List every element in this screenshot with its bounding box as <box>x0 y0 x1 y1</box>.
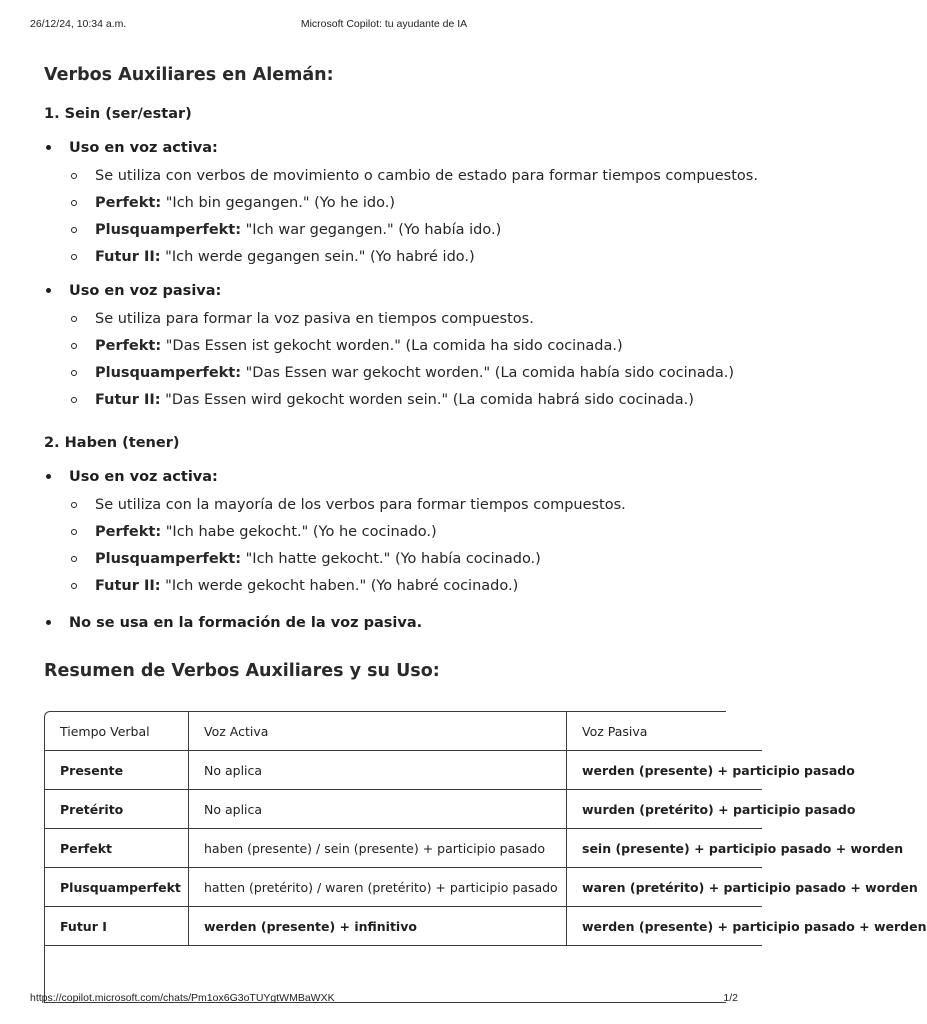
list-item <box>44 466 744 600</box>
table-header-cell: Voz Pasiva <box>567 712 763 751</box>
sein-passive-label: Uso en voz pasiva: <box>69 283 222 299</box>
table-cell-passive: sein (presente) + participio pasado + worden <box>567 829 763 868</box>
list-item <box>44 280 744 414</box>
table-cell-passive: werden (presente) + participio pasado <box>567 751 763 790</box>
table-cell-active: No aplica <box>189 790 567 829</box>
table-cell-tense: Pretérito <box>45 790 189 829</box>
list-item: Plusquamperfekt: "Ich hatte gekocht." (Yo había cocinado.) <box>69 546 744 573</box>
table-row <box>45 907 762 946</box>
print-datetime: 26/12/24, 10:34 a.m. <box>30 18 127 30</box>
table-cell-tense: Presente <box>45 751 189 790</box>
haben-passive-note: No se usa en la formación de la voz pasiva. <box>69 615 423 631</box>
list-item: Perfekt: "Das Essen ist gekocht worden." (La comida ha sido cocinada.) <box>69 333 744 360</box>
table-cell-tense: Perfekt <box>45 829 189 868</box>
table-header-row <box>45 712 762 751</box>
print-page-title: Microsoft Copilot: tu ayudante de IA <box>300 18 468 30</box>
table-cell-active: hatten (pretérito) / waren (pretérito) + participio pasado <box>189 868 567 907</box>
print-url: https://copilot.microsoft.com/chats/Pm1ox6G3oTUYgtWMBaWXK <box>30 992 335 1004</box>
table-header-cell: Tiempo Verbal <box>45 712 189 751</box>
list-item: Se utiliza con la mayoría de los verbos para formar tiempos compuestos. <box>69 492 744 519</box>
list-item: Plusquamperfekt: "Ich war gegangen." (Yo había ido.) <box>69 217 744 244</box>
table-header-cell: Voz Activa <box>189 712 567 751</box>
sein-usage-list <box>44 137 758 414</box>
sein-active-label: Uso en voz activa: <box>69 140 218 156</box>
summary-heading: Resumen de Verbos Auxiliares y su Uso: <box>44 661 440 681</box>
table-cell-passive: wurden (pretérito) + participio pasado <box>567 790 763 829</box>
table-cell-tense: Futur I <box>45 907 189 946</box>
document-content <box>44 62 758 684</box>
list-item: Perfekt: "Ich bin gegangen." (Yo he ido.) <box>69 190 744 217</box>
table-row <box>45 868 762 907</box>
table-cell-passive: waren (pretérito) + participio pasado + worden <box>567 868 763 907</box>
table-row <box>45 751 762 790</box>
print-footer <box>30 992 738 1008</box>
table-cell-tense: Plusquamperfekt <box>45 868 189 907</box>
list-item: Futur II: "Ich werde gegangen sein." (Yo habré ido.) <box>69 244 744 271</box>
table-row <box>45 829 762 868</box>
sein-active-sublist <box>69 163 758 271</box>
list-item: Perfekt: "Ich habe gekocht." (Yo he cocinado.) <box>69 519 744 546</box>
document-title: Verbos Auxiliares en Alemán: <box>44 65 334 85</box>
list-item <box>44 137 758 271</box>
list-item: Futur II: "Das Essen wird gekocht worden sein." (La comida habrá sido cocinada.) <box>69 387 744 414</box>
sein-passive-sublist <box>69 306 744 414</box>
haben-usage-list <box>44 466 744 634</box>
list-item: Se utiliza para formar la voz pasiva en tiempos compuestos. <box>69 306 744 333</box>
table-cell-passive: werden (presente) + participio pasado + werden <box>567 907 763 946</box>
table-cell-active: werden (presente) + infinitivo <box>189 907 567 946</box>
haben-active-sublist <box>69 492 744 600</box>
print-page-number: 1/2 <box>723 992 738 1004</box>
section-heading-haben: 2. Haben (tener) <box>44 435 180 451</box>
table-cell-active: No aplica <box>189 751 567 790</box>
list-item: Futur II: "Ich werde gekocht haben." (Yo habré cocinado.) <box>69 573 744 600</box>
section-heading-sein: 1. Sein (ser/estar) <box>44 106 192 122</box>
table-cell-active: haben (presente) / sein (presente) + participio pasado <box>189 829 567 868</box>
list-item: Se utiliza con verbos de movimiento o cambio de estado para formar tiempos compuestos. <box>69 163 744 190</box>
list-item <box>44 612 744 634</box>
print-header <box>30 18 738 34</box>
table-row <box>45 790 762 829</box>
haben-active-label: Uso en voz activa: <box>69 469 218 485</box>
list-item: Plusquamperfekt: "Das Essen war gekocht worden." (La comida había sido cocinada.) <box>69 360 744 387</box>
